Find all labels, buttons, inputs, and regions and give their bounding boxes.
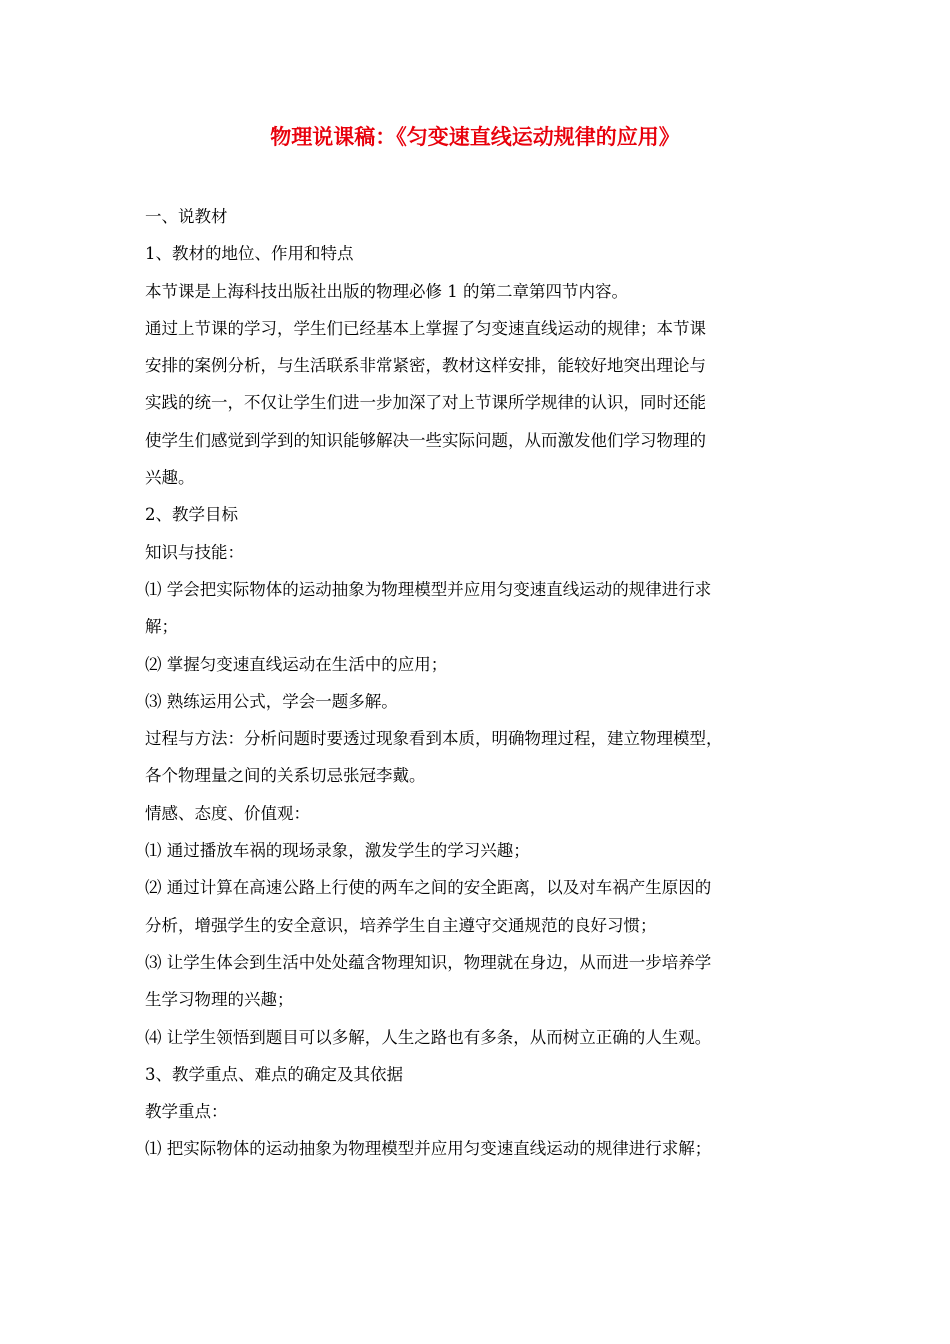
text-line: 情感、态度、价值观： — [145, 803, 310, 823]
text-line: 分析，增强学生的安全意识，培养学生自主遵守交通规范的良好习惯； — [145, 915, 657, 935]
text-line: 2、教学目标 — [145, 505, 238, 525]
text-line: 实践的统一，不仅让学生们进一步加深了对上节课所学规律的认识，同时还能 — [145, 393, 706, 413]
text-line: ⑴ 把实际物体的运动抽象为物理模型并应用匀变速直线运动的规律进行求解； — [145, 1139, 712, 1159]
text-line: 通过上节课的学习，学生们已经基本上掌握了匀变速直线运动的规律；本节课 — [145, 318, 706, 338]
text-line: 兴趣。 — [145, 468, 195, 488]
text-line: ⑶ 熟练运用公式，学会一题多解。 — [145, 691, 398, 711]
text-line: ⑴ 通过播放车祸的现场录象，激发学生的学习兴趣； — [145, 841, 530, 861]
text-line: 一、说教材 — [145, 207, 228, 226]
text-line: 知识与技能： — [145, 542, 244, 562]
text-line: 教学重点： — [145, 1102, 228, 1122]
text-line: 各个物理量之间的关系切忌张冠李戴。 — [145, 766, 426, 786]
document-body — [145, 198, 809, 1168]
text-line: ⑶ 让学生体会到生活中处处蕴含物理知识，物理就在身边，从而进一步培养学 — [145, 952, 712, 972]
text-line: ⑵ 掌握匀变速直线运动在生活中的应用； — [145, 654, 448, 674]
text-line: ⑷ 让学生领悟到题目可以多解，人生之路也有多条，从而树立正确的人生观。 — [145, 1027, 712, 1047]
document-title: 物理说课稿：《匀变速直线运动规律的应用》 — [270, 124, 680, 149]
text-line: 使学生们感觉到学到的知识能够解决一些实际问题，从而激发他们学习物理的 — [145, 430, 706, 450]
text-line: 生学习物理的兴趣； — [145, 990, 294, 1010]
text-line: 过程与方法：分析问题时要透过现象看到本质，明确物理过程，建立物理模型， — [145, 729, 723, 749]
text-line: 安排的案例分析，与生活联系非常紧密，教材这样安排，能较好地突出理论与 — [145, 356, 706, 376]
text-line: 解； — [145, 617, 178, 637]
text-line: 本节课是上海科技出版社出版的物理必修 1 的第二章第四节内容。 — [145, 281, 628, 301]
text-line: ⑴ 学会把实际物体的运动抽象为物理模型并应用匀变速直线运动的规律进行求 — [145, 579, 712, 599]
text-line: 3、教学重点、难点的确定及其依据 — [145, 1064, 403, 1084]
text-line: ⑵ 通过计算在高速公路上行使的两车之间的安全距离，以及对车祸产生原因的 — [145, 878, 712, 898]
text-line: 1、教材的地位、作用和特点 — [145, 244, 354, 264]
